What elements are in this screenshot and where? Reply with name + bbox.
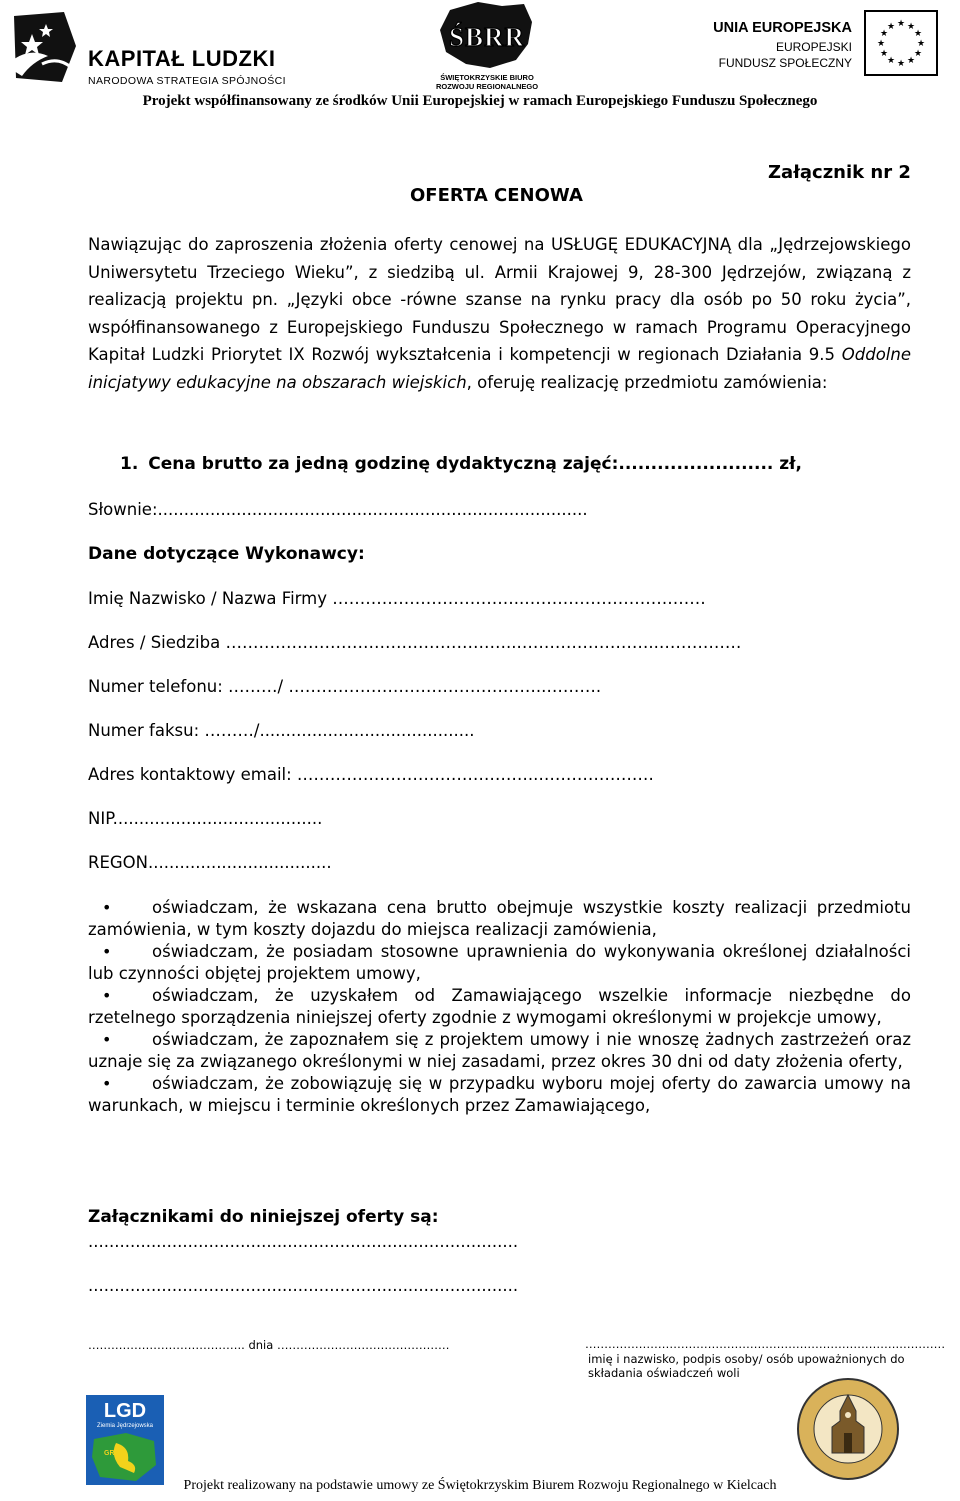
utw-logo [796,1377,900,1481]
field-nip: NIP........................................ [88,809,323,828]
price-in-words: Słownie:.................................................................................. [88,500,588,519]
attachment-number: Załącznik nr 2 [768,162,911,183]
svg-text:★: ★ [879,29,889,39]
signature-line: ……………………………………………………………………….………… [585,1337,946,1351]
attachment-line: .................................................................................. [88,1276,519,1295]
svg-text:★: ★ [896,59,906,69]
eu-stars-icon [866,12,936,74]
svg-text:★: ★ [876,39,886,49]
field-regon: REGON................................... [88,853,332,872]
lgd-title: LGD [103,1400,147,1422]
lgd-gryf-label: GRYF [104,1450,124,1457]
statement-item: • oświadczam, że posiadam stosowne uprawnienia do wykonywania określonej działalności lub czynności objętej projektem umowy, [88,941,911,985]
price-line [120,454,912,474]
intro-text-2: , oferuję realizację przedmiotu zamówienia: [466,372,828,392]
price-item-number: 1. [120,454,139,474]
footer-note: Projekt realizowany na podstawie umowy ze Świętokrzyskim Biurem Rozwoju Regionalnego w Kielcach [183,1478,777,1493]
field-email: Adres kontaktowy email: ……………………………………..………………… [88,765,654,784]
place-date-line: ………………………………….. dnia ……………………………………… [88,1338,450,1352]
ue-line-3: FUNDUSZ SPOŁECZNY [718,56,852,70]
sbrr-logo [432,0,542,92]
price-label: Cena brutto za jedną godzinę dydaktyczną zajęć:........................ zł, [148,454,802,474]
statements-list [88,897,911,1117]
sbrr-subtitle-1: ŚWIĘTOKRZYSKIE BIURO [440,73,534,82]
kapital-ludzki-title: KAPITAŁ LUDZKI [88,46,276,71]
svg-text:★: ★ [879,49,889,59]
kapital-ludzki-subtitle: NARODOWA STRATEGIA SPÓJNOŚCI [88,75,286,87]
svg-text:★: ★ [906,22,916,32]
svg-text:★: ★ [886,56,896,66]
signature-caption: imię i nazwisko, podpis osoby/ osób upoważnionych do składania oświadczeń woli [588,1352,905,1380]
kapital-ludzki-emblem-icon [2,6,86,88]
statement-item: • oświadczam, że wskazana cena brutto obejmuje wszystkie koszty realizacji przedmiotu zamówienia, w tym koszty dojazdu do miejsca realizacji zamówienia, [88,897,911,941]
field-address: Adres / Siedziba ……………………………………………..……………………..…………… [88,633,742,652]
svg-text:★: ★ [906,56,916,66]
field-phone: Numer telefonu: ………/ ………………………………………..………. [88,677,602,696]
sbrr-name: ŚBRR [448,22,526,52]
contractor-heading: Dane dotyczące Wykonawcy: [88,544,365,564]
eu-flag-icon [864,10,938,76]
svg-text:★: ★ [896,19,906,29]
intro-text-1: Nawiązując do zaproszenia złożenia oferty cenowej na USŁUGĘ EDUKACYJNĄ dla „Jędrzejowskiego Uniwersytetu Trzeciego Wieku”, z siedzibą ul. Armii Krajowej 9, 28-300 Jędrzejów, związaną z realizacją projektu pn. „Języki obce -równe szanse na rynku pracy dla osób po 50 roku życia”, współfinansowanego z Europejskiego Funduszu Społecznego w ramach Programu Operacyjnego Kapitał Ludzki Priorytet IX Rozwój wykształcenia i kompetencji w regionach Działania 9.5 [88,235,911,364]
field-fax: Numer faksu: ………/......................................... [88,721,475,740]
lgd-logo [86,1395,164,1485]
intro-paragraph [88,231,911,396]
svg-text:★: ★ [916,39,926,49]
unia-europejska-logo [713,10,940,82]
header-cofinancing-note: Projekt współfinansowany ze środków Unii Europejskiej w ramach Europejskiego Funduszu Społecznego [142,93,818,109]
ue-line-2: EUROPEJSKI [775,40,852,54]
ue-line-1: UNIA EUROPEJSKA [713,20,852,36]
svg-text:★: ★ [913,49,923,59]
attachment-line: .................................................................................. [88,1232,519,1251]
attachments-heading: Załącznikami do niniejszej oferty są: [88,1207,439,1227]
page-title: OFERTA CENOWA [410,185,583,206]
svg-text:★: ★ [913,29,923,39]
intro-text-italic: Oddolne inicjatywy edukacyjne na obszarach wiejskich [88,345,911,392]
sbrr-subtitle-2: ROZWOJU REGIONALNEGO [435,82,539,91]
svg-text:★: ★ [886,22,896,32]
lgd-emblem-icon [86,1395,164,1485]
field-name: Imię Nazwisko / Nazwa Firmy ……………………………..…………………………… [88,589,706,608]
kapital-ludzki-logo [2,6,292,88]
statement-item: • oświadczam, że uzyskałem od Zamawiającego wszelkie informacje niezbędne do rzetelnego sporządzenia niniejszej oferty zgodnie z wymogami określonymi w projekcje umowy, [88,985,911,1029]
lgd-subtitle: Ziemia Jędrzejowska [96,1423,154,1429]
statement-item: • oświadczam, że zobowiązuję się w przypadku wyboru mojej oferty do zawarcia umowy na warunkach, w miejscu i terminie określonych przez Zamawiającego, [88,1073,911,1117]
utw-seal-icon [796,1377,900,1481]
statement-item: • oświadczam, że zapoznałem się z projektem umowy i nie wnoszę żadnych zastrzeżeń oraz uznaje się za związanego określonymi w niej zasadami, przez okres 30 dni od daty złożenia oferty, [88,1029,911,1073]
